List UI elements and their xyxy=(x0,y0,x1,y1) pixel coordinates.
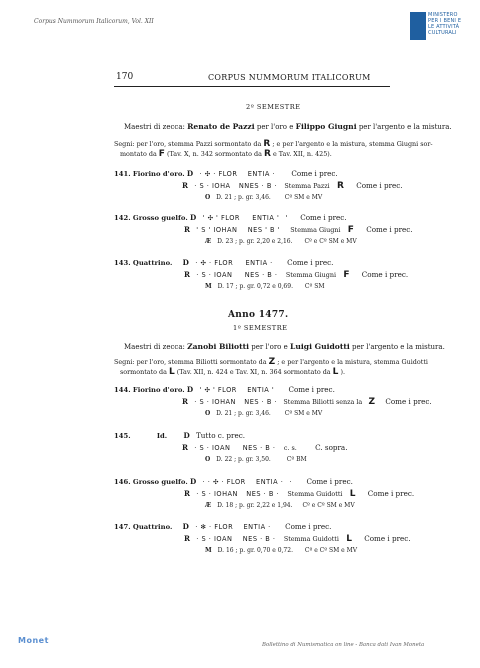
mark-letter: L xyxy=(349,489,356,499)
collections: Cº e Cº SM e MV xyxy=(304,238,357,245)
marks-line xyxy=(114,357,428,367)
metal-symbol: M xyxy=(205,283,212,290)
legend-part: NES ' B ' xyxy=(247,226,280,234)
legend-part: · xyxy=(289,478,293,486)
collections: Cº e Cº SM e MV xyxy=(304,547,358,554)
legend-part: ENTIA · xyxy=(247,170,276,178)
legend-part: NES · B · xyxy=(242,444,276,452)
mark-letter: Z xyxy=(268,357,276,367)
obverse-mark: D xyxy=(182,258,189,267)
description: Come i prec. xyxy=(364,534,411,543)
marks-text: e Tav. XII, n. 425). xyxy=(272,150,332,158)
metal-symbol: Æ xyxy=(205,502,212,509)
marks-text: (Tav. XII, n. 424 e Tav. XI, n. 364 sormontato da xyxy=(176,368,331,376)
entry-label: 143. Quattrino. xyxy=(114,259,173,267)
description: Come i prec. xyxy=(361,270,409,279)
legend-part: · · ✣ · FLOR xyxy=(202,478,246,486)
mark-letter: R xyxy=(336,181,344,191)
entry-meta xyxy=(205,410,322,417)
reverse-mark: R xyxy=(184,270,190,279)
mark-letter: F xyxy=(158,149,165,159)
description: Stemma Pazzi xyxy=(284,182,330,190)
entry-label: 146. Grosso guelfo. xyxy=(114,478,188,486)
description: Come i prec. xyxy=(285,522,332,531)
mint-masters-text: per l'argento e la mistura. xyxy=(358,123,452,131)
entry-meta xyxy=(205,283,324,290)
mark-letter: L xyxy=(332,367,339,377)
reverse-mark: R xyxy=(182,181,188,190)
metal-symbol: O xyxy=(205,410,211,417)
entry-label: 142. Grosso guelfo. xyxy=(114,214,188,222)
marks-text: (Tav. X, n. 342 sormontato da xyxy=(167,150,262,158)
monet-logo: Monet xyxy=(18,636,49,645)
catalog-entry-reverse xyxy=(184,270,408,280)
catalog-entry xyxy=(114,169,338,178)
mint-masters-label: Maestri di zecca: xyxy=(124,343,185,351)
catalog-entry xyxy=(114,431,245,440)
dimensions: D. 16 ; p. gr. 0,70 e 0,72. xyxy=(217,547,293,554)
legend-part: ENTIA ' xyxy=(252,214,280,222)
legend-part: NES · B · xyxy=(246,490,280,498)
marks-line xyxy=(120,367,345,377)
entry-label: 145. xyxy=(114,432,131,440)
catalog-entry-reverse xyxy=(182,397,432,407)
reverse-mark: R xyxy=(184,489,190,498)
metal-symbol: M xyxy=(205,547,212,554)
description: Stemma Guidotti xyxy=(287,490,343,498)
master-silver: Luigi Guidotti xyxy=(290,342,350,351)
reverse-mark: R xyxy=(182,443,188,452)
entry-label-id: Id. xyxy=(156,432,168,440)
legend-part: ' xyxy=(285,214,288,222)
legend-part: · ✣ · FLOR xyxy=(199,170,238,178)
mark-letter: F xyxy=(347,225,354,235)
description: Stemma Biliotti senza la xyxy=(283,398,363,406)
metal-symbol: O xyxy=(205,194,211,201)
collections: Cº SM e MV xyxy=(284,410,323,417)
legend-part: ' ✣ ' FLOR xyxy=(199,386,237,394)
legend-part: ENTIA ' xyxy=(247,386,275,394)
obverse-mark: D xyxy=(186,169,194,178)
dimensions: D. 23 ; p. gr. 2,20 e 2,16. xyxy=(217,238,293,245)
legend-part: ENTIA · xyxy=(256,478,284,486)
semester-heading: 2º SEMESTRE xyxy=(246,103,301,111)
obverse-mark: D xyxy=(183,431,190,440)
legend-part: · ✣ · FLOR xyxy=(195,259,234,267)
mint-masters-label: Maestri di zecca: xyxy=(124,123,185,131)
obverse-mark: D xyxy=(190,213,197,222)
catalog-entry-reverse xyxy=(182,443,348,452)
collections: Cº e Cº SM e MV xyxy=(302,502,355,509)
collection-header: Corpus Nummorum Italicorum, Vol. XII xyxy=(34,18,154,25)
mint-masters-text: per l'oro e xyxy=(251,343,288,351)
mint-masters-text: per l'argento e la mistura. xyxy=(352,343,445,351)
entry-label: 144. Fiorino d'oro. xyxy=(114,386,185,394)
catalog-entry-reverse xyxy=(184,489,414,499)
entry-meta xyxy=(205,456,307,463)
mark-letter: F xyxy=(343,270,350,280)
dimensions: D. 21 ; p. gr. 3,46. xyxy=(216,194,271,201)
catalog-entry xyxy=(114,522,331,531)
obverse-mark: D xyxy=(190,477,197,486)
ministry-logo xyxy=(410,12,426,40)
description: Come i prec. xyxy=(356,181,403,190)
legend-part: · S · IOAN xyxy=(196,535,233,543)
page-number: 170 xyxy=(116,72,134,82)
description: Come i prec. xyxy=(287,258,334,267)
semester-heading: 1º SEMESTRE xyxy=(233,324,288,332)
master-silver: Filippo Giugni xyxy=(295,122,357,131)
metal-symbol: Æ xyxy=(205,238,212,245)
running-title: CORPUS NUMMORUM ITALICORUM xyxy=(208,73,371,82)
marks-text: Segni: per l'oro, stemma Biliotti sormontato da xyxy=(114,358,267,366)
description: Come i prec. xyxy=(385,397,432,406)
year-heading: Anno 1477. xyxy=(228,310,289,320)
description: Come i prec. xyxy=(300,213,347,222)
marks-line xyxy=(120,149,332,159)
ministry-line: MINISTERO xyxy=(428,12,458,18)
legend-part: ENTIA · xyxy=(245,259,273,267)
reverse-mark: R xyxy=(184,225,190,234)
mark-letter: R xyxy=(263,139,271,149)
legend-part: · S · IOHAN xyxy=(194,398,236,406)
dimensions: D. 22 ; p. gr. 3,50. xyxy=(216,456,271,463)
description: Come i prec. xyxy=(291,169,338,178)
master-gold: Renato de Pazzi xyxy=(187,122,255,131)
catalog-entry-reverse xyxy=(184,225,413,235)
marks-text: sormontato da xyxy=(120,368,167,376)
dimensions: D. 21 ; p. gr. 3,46. xyxy=(216,410,271,417)
mark-letter: Z xyxy=(368,397,376,407)
legend-part: NNES · B · xyxy=(238,182,278,190)
legend-part: NES · B · xyxy=(244,398,278,406)
mint-masters xyxy=(124,342,445,351)
description: c. s. xyxy=(283,444,297,452)
legend-part: · S · IOAN xyxy=(196,271,233,279)
mark-letter: L xyxy=(168,367,175,377)
reverse-mark: R xyxy=(184,534,190,543)
catalog-entry xyxy=(114,385,335,394)
legend-part: NES · B · xyxy=(242,535,276,543)
entry-label: 141. Fiorino d'oro. xyxy=(114,170,185,178)
description: Stemma Giugni xyxy=(290,226,341,234)
description: Come i prec. xyxy=(366,225,413,234)
description: Stemma Giugni xyxy=(285,271,337,279)
description: Come i prec. xyxy=(367,489,415,498)
footer-text: Bollettino di Numismatica on line - Banca dati Ivan Moneta xyxy=(262,642,425,648)
legend-part: · S · IOHAN xyxy=(196,490,238,498)
catalog-entry-reverse xyxy=(182,181,403,191)
obverse-mark: D xyxy=(182,522,189,531)
catalog-entry xyxy=(114,477,353,486)
mint-masters xyxy=(124,122,452,131)
ministry-line: CULTURALI xyxy=(428,30,457,36)
ministry-line: PER I BENI E xyxy=(428,18,462,24)
legend-part: NES · B · xyxy=(244,271,278,279)
entry-label: 147. Quattrino. xyxy=(114,523,173,531)
metal-symbol: O xyxy=(205,456,211,463)
dimensions: D. 17 ; p. gr. 0,72 e 0,69. xyxy=(217,283,293,290)
catalog-entry-reverse xyxy=(184,534,411,544)
collections: Cº BM xyxy=(286,456,307,463)
legend-part: ' ✣ ' FLOR xyxy=(202,214,240,222)
catalog-entry xyxy=(114,258,333,267)
legend-part: · S · IOHA xyxy=(194,182,231,190)
description: Stemma Guidotti xyxy=(283,535,339,543)
obverse-mark: D xyxy=(186,385,194,394)
ministry-label xyxy=(428,12,461,36)
description: Tutto c. prec. xyxy=(196,431,246,440)
reverse-mark: R xyxy=(182,397,188,406)
description: Come i prec. xyxy=(288,385,335,394)
marks-text: ; e per l'argento e la mistura, stemma Giugni sor- xyxy=(272,140,433,148)
collections: Cº SM xyxy=(304,283,325,290)
master-gold: Zanobi Biliotti xyxy=(187,342,250,351)
legend-part: · ✻ · FLOR xyxy=(195,523,234,531)
marks-text: ; e per l'argento e la mistura, stemma Guidotti xyxy=(277,358,428,366)
marks-line xyxy=(114,139,433,149)
mark-letter: L xyxy=(346,534,352,544)
marks-text: montato da xyxy=(120,150,157,158)
entry-meta xyxy=(205,502,355,509)
catalog-entry xyxy=(114,213,347,222)
entry-meta xyxy=(205,194,322,201)
mint-masters-text: per l'oro e xyxy=(256,123,294,131)
ministry-line: LE ATTIVITÀ xyxy=(428,24,460,30)
collections: Cº SM e MV xyxy=(284,194,323,201)
header-rule xyxy=(114,86,390,87)
legend-part: ' S ' IOHAN xyxy=(196,226,238,234)
entry-meta xyxy=(205,547,357,554)
mark-letter: R xyxy=(263,149,271,159)
legend-part: · S · IOAN xyxy=(194,444,231,452)
description: C. sopra. xyxy=(315,443,348,452)
dimensions: D. 18 ; p. gr. 2,22 e 1,94. xyxy=(217,502,293,509)
marks-text: ). xyxy=(340,368,345,376)
legend-part: ENTIA · xyxy=(243,523,271,531)
marks-text: Segni: per l'oro, stemma Pazzi sormontato da xyxy=(114,140,262,148)
entry-meta xyxy=(205,238,357,245)
description: Come i prec. xyxy=(306,477,353,486)
